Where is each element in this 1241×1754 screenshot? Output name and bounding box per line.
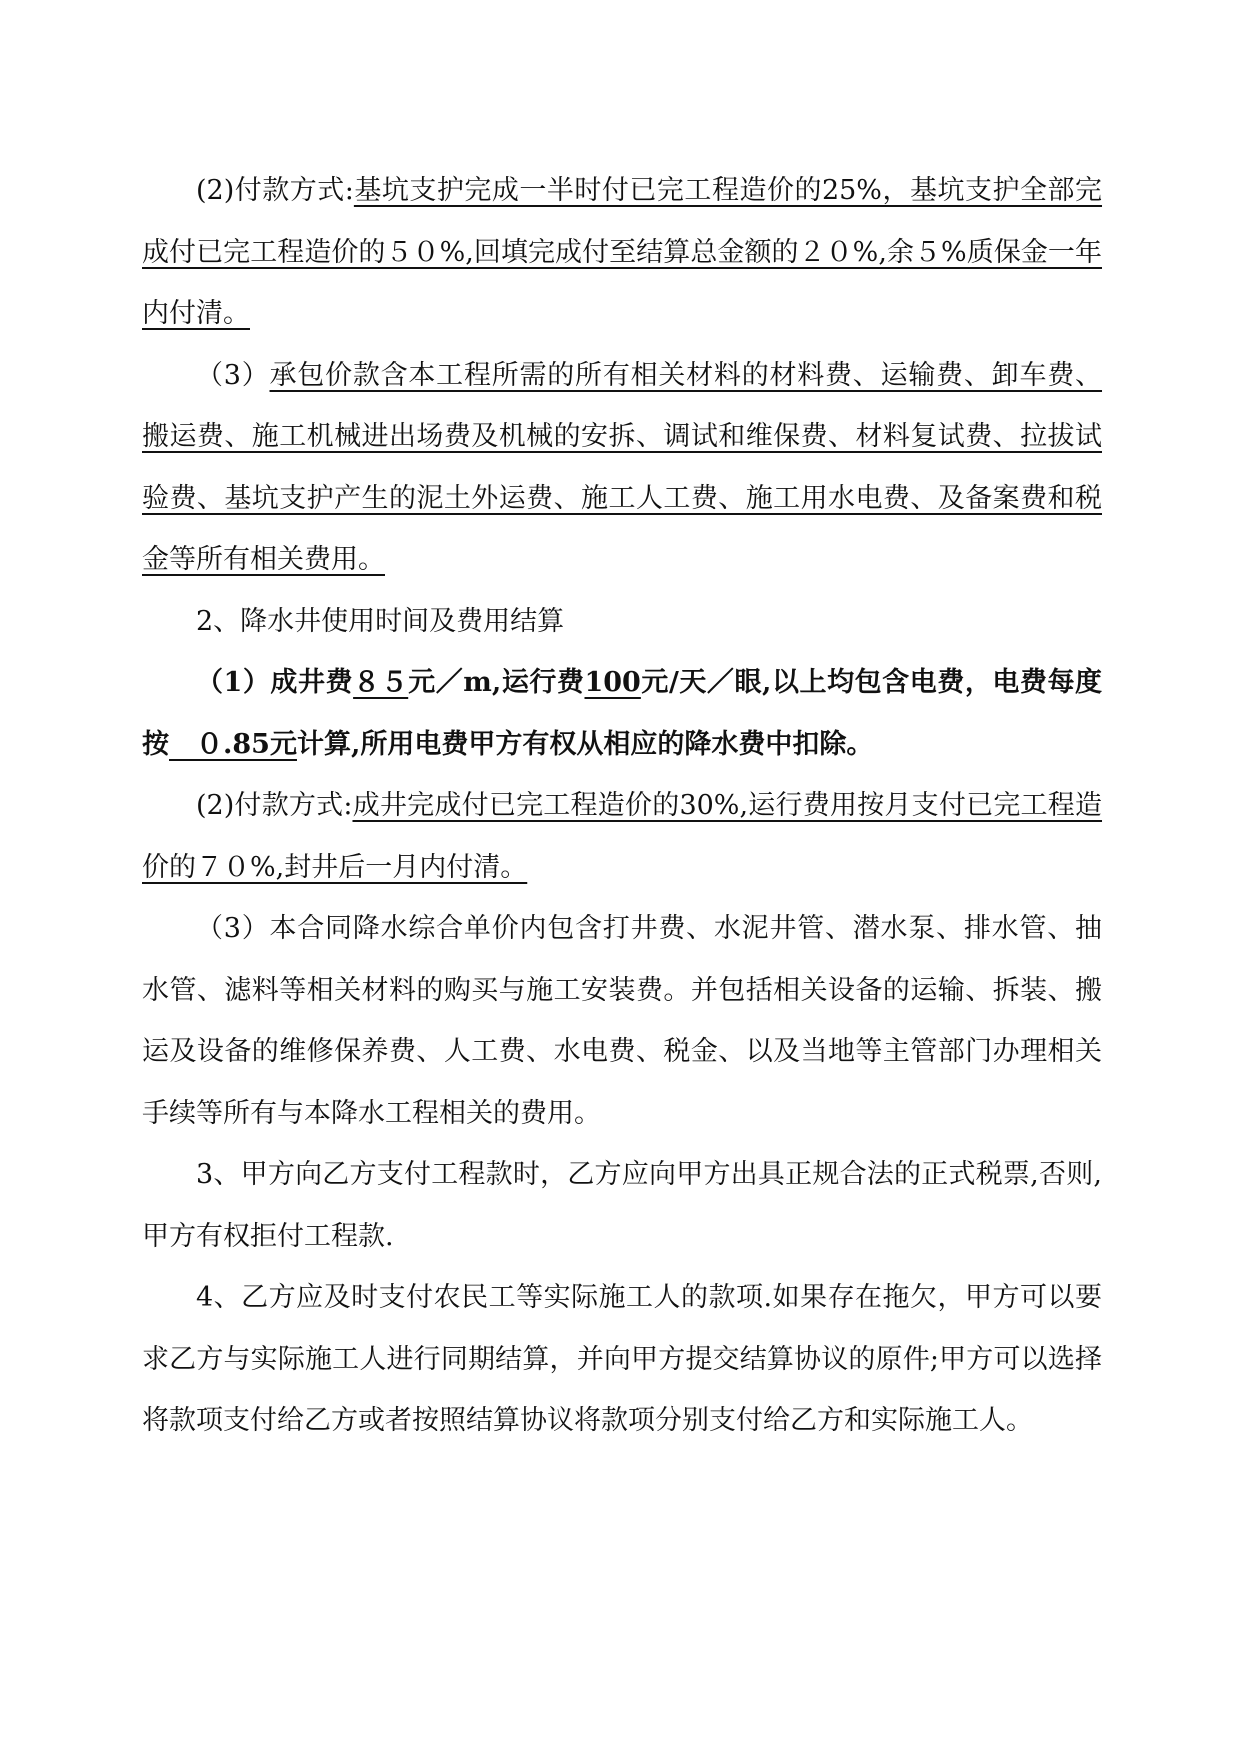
payment-method-label: (2)付款方式: — [196, 175, 354, 206]
dewatering-unit-price-paragraph: （3）本合同降水综合单价内包含打井费、水泥井管、潜水泵、排水管、抽水管、滤料等相关材料的购买与施工安装费。并包括相关设备的运输、拆装、搬运及设备的维修保养费、人工费、水电费、税金、以及当地等主管部门办理相关手续等所有与本降水工程相关的费用。 — [142, 913, 1102, 1129]
dewatering-payment-terms: 成井完成付已完工程造价的30%,运行费用按月支付已完工程造价的７０%,封井后一月内付清。 — [142, 790, 1103, 883]
payment-method-paragraph — [142, 160, 1102, 345]
document-page — [142, 160, 1102, 1452]
section-2-heading: 2、降水井使用时间及费用结算 — [196, 605, 565, 637]
well-fee-value: ８５ — [353, 667, 409, 698]
electricity-rate-value: ０.85元 — [169, 728, 297, 760]
contract-price-scope-number: （3） — [196, 359, 270, 391]
tax-invoice-paragraph: 3、甲方向乙方支付工程款时，乙方应向甲方出具正规合法的正式税票,否则,甲方有权拒付工程款. — [142, 1159, 1102, 1252]
dewatering-payment-paragraph — [142, 775, 1102, 898]
operating-fee-label: 元／m,运行费 — [408, 667, 585, 698]
operating-fee-value: 100 — [584, 667, 641, 698]
well-fee-label: （1）成井费 — [196, 667, 354, 698]
well-fee-paragraph — [142, 652, 1102, 775]
electricity-deduction-text: 计算,所用电费甲方有权从相应的降水费中扣除。 — [296, 728, 874, 760]
electricity-text: 元/天／眼,以上均包含电费，电费每度按 — [142, 667, 1103, 760]
payment-method-terms: 基坑支护完成一半时付已完工程造价的25%，基坑支护全部完成付已完工程造价的５０%,回填完成付至结算总金额的２０%,余５%质保金一年内付清。 — [142, 175, 1103, 329]
contract-price-scope-text: 承包价款含本工程所需的所有相关材料的材料费、运输费、卸车费、搬运费、施工机械进出场费及机械的安拆、调试和维保费、材料复试费、拉拔试验费、基坑支护产生的泥土外运费、施工人工费、施工用水电费、及备案费和税金等所有相关费用。 — [142, 359, 1103, 575]
worker-payment-paragraph: 4、乙方应及时支付农民工等实际施工人的款项.如果存在拖欠，甲方可以要求乙方与实际施工人进行同期结算，并向甲方提交结算协议的原件;甲方可以选择将款项支付给乙方或者按照结算协议将款项分别支付给乙方和实际施工人。 — [142, 1282, 1102, 1436]
contract-price-scope-paragraph — [142, 345, 1102, 591]
dewatering-payment-label: (2)付款方式: — [196, 790, 353, 821]
